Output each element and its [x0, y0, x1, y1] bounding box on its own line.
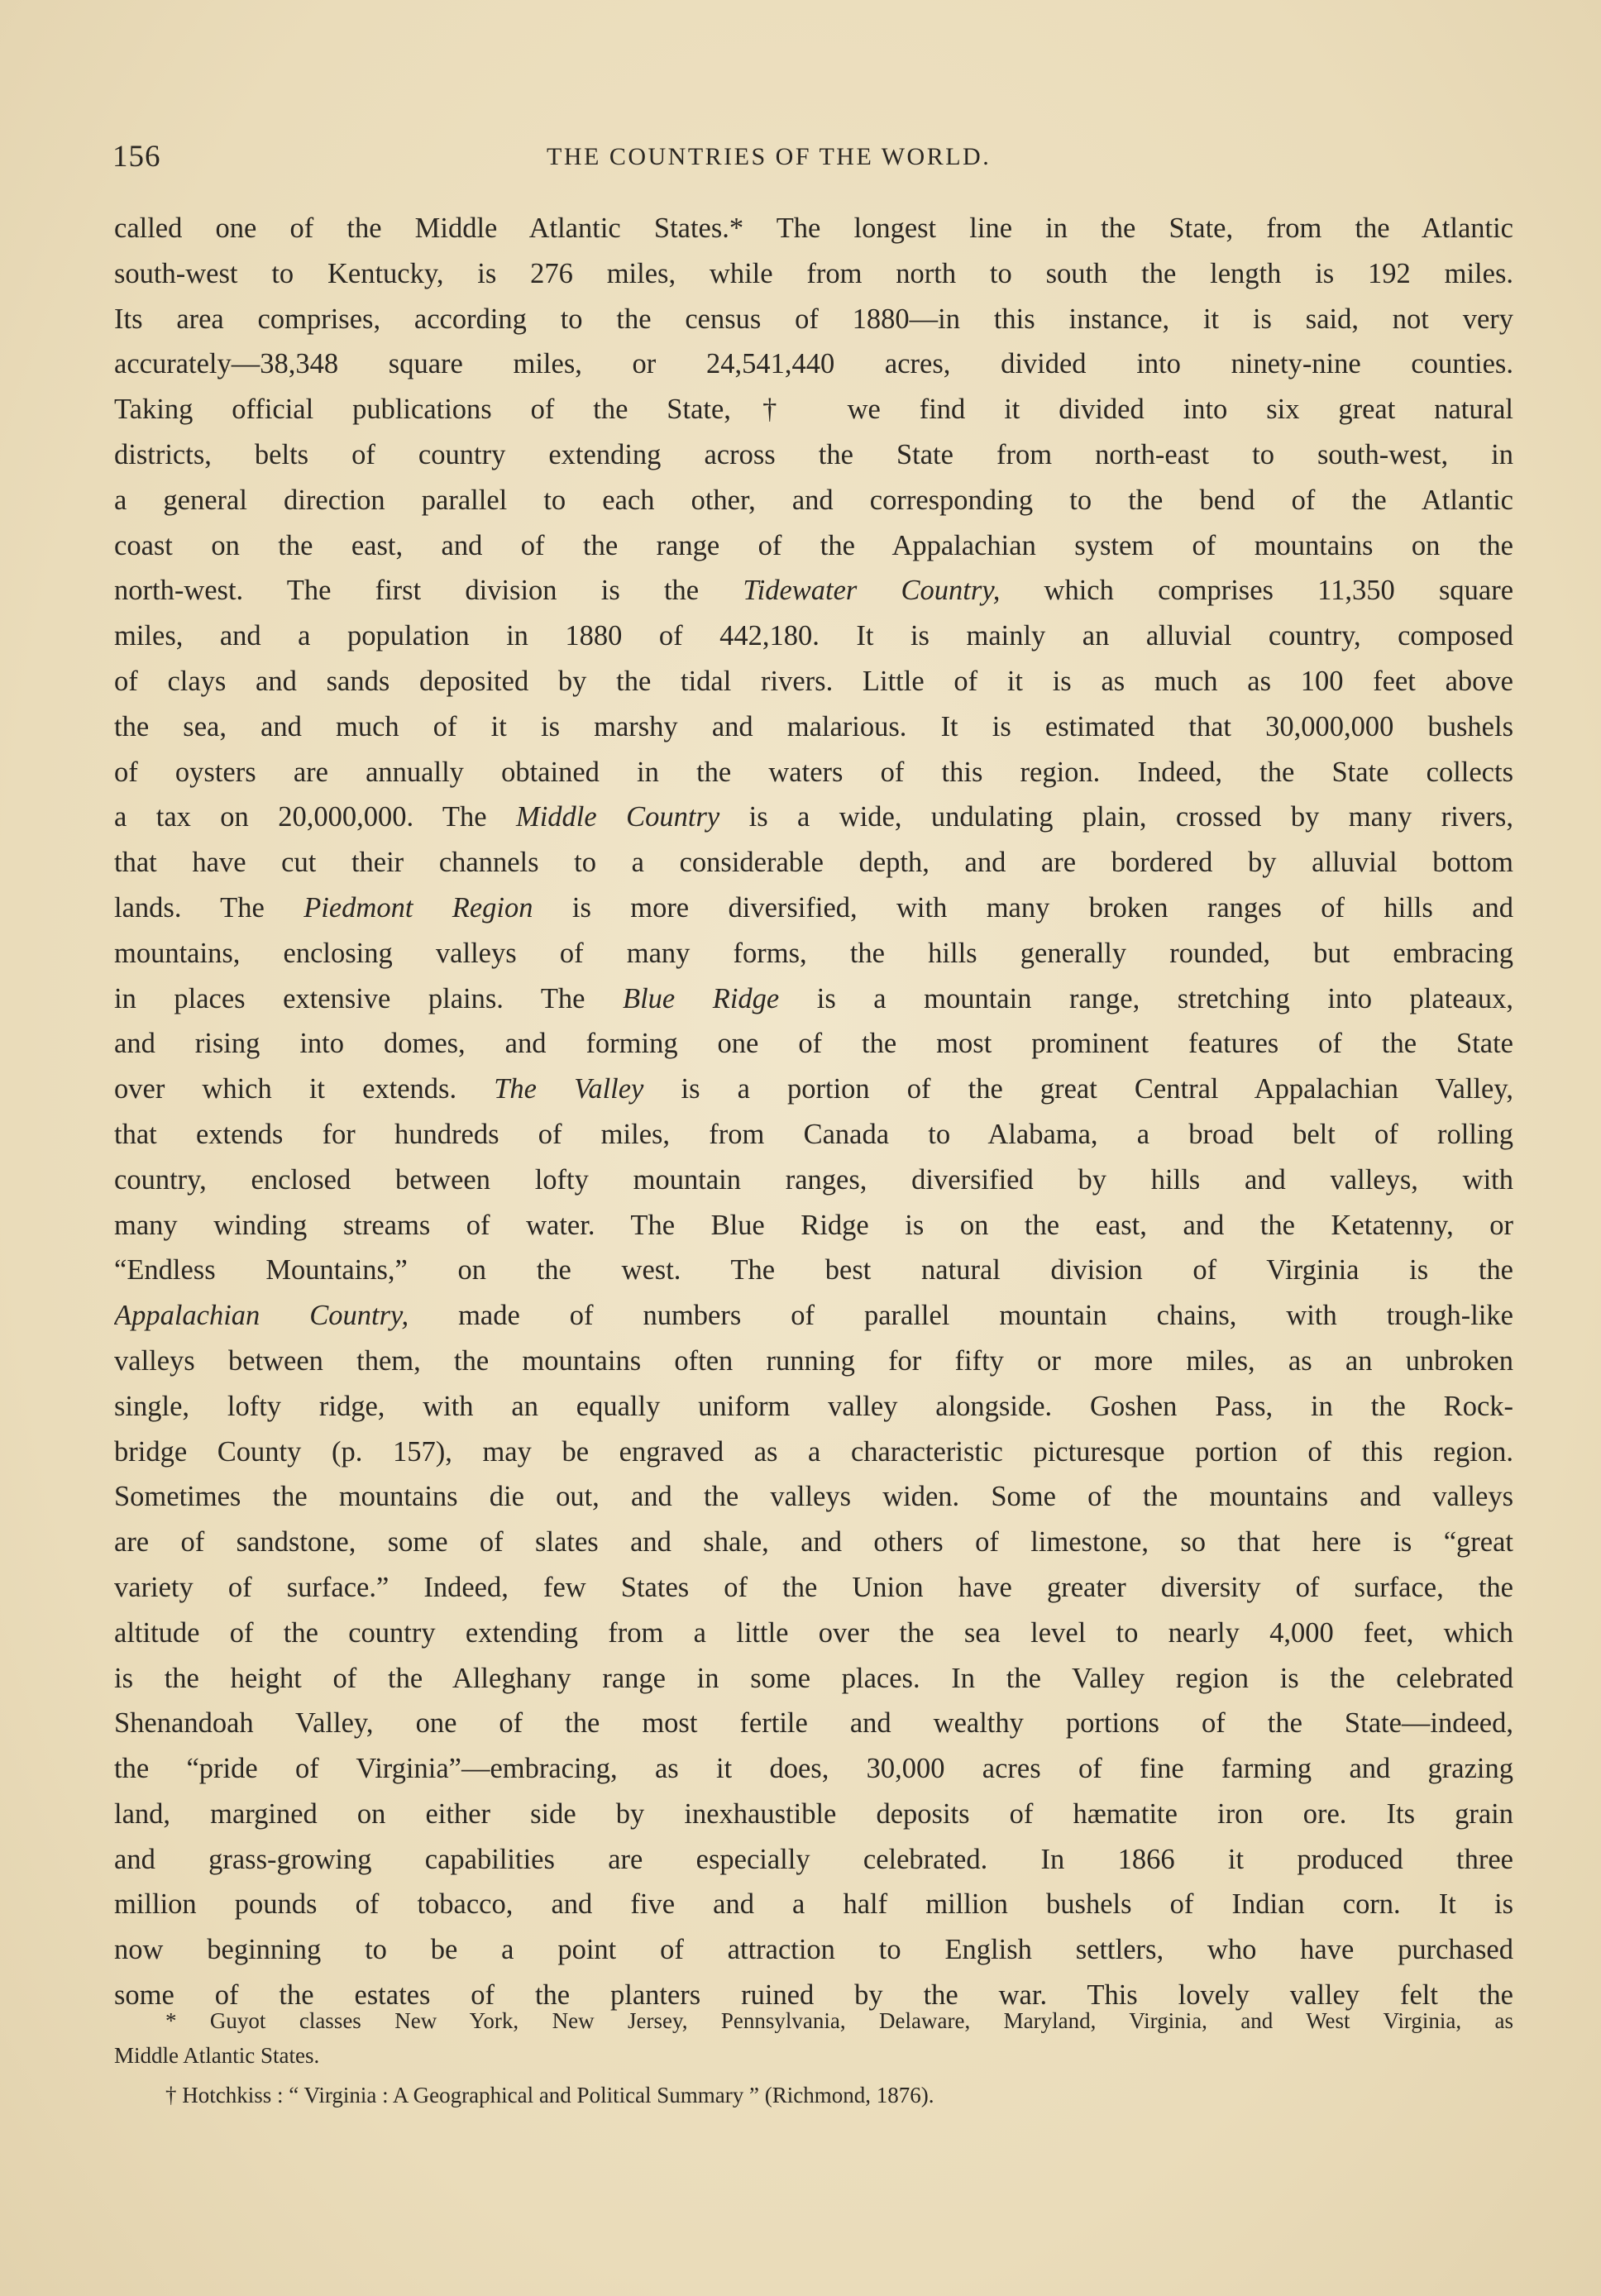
- text-line: south-west to Kentucky, is 276 miles, while from north to south the length is 192 miles.: [114, 257, 1513, 289]
- text-line: Shenandoah Valley, one of the most fertile and wealthy portions of the State—indeed,: [114, 1707, 1513, 1740]
- text-line: mountains, enclosing valleys of many forms, the hills generally rounded, but embracing: [114, 937, 1513, 969]
- italic-term: Piedmont Region: [303, 891, 533, 924]
- italic-term: The Valley: [494, 1073, 644, 1105]
- text-run: is a portion of the great Central Appalachian Valley,: [643, 1073, 1513, 1105]
- text-line: is the height of the Alleghany range in some places. In the Valley region is the celebrated: [114, 1662, 1513, 1694]
- text-line: and grass-growing capabilities are especially celebrated. In 1866 it produced three: [114, 1843, 1513, 1875]
- text-line: [114, 976, 1513, 1022]
- text-run: is a wide, undulating plain, crossed by many rivers,: [719, 801, 1513, 833]
- text-line: the “pride of Virginia”—embracing, as it does, 30,000 acres of fine farming and grazing: [114, 1753, 1513, 1785]
- italic-term: Appalachian Country,: [114, 1300, 409, 1332]
- text-line: accurately—38,348 square miles, or 24,541,440 acres, divided into ninety-nine counties.: [114, 348, 1513, 380]
- text-run: which comprises 11,350 square: [1000, 575, 1513, 607]
- text-line: land, margined on either side by inexhaustible deposits of hæmatite iron ore. Its grain: [114, 1797, 1513, 1830]
- footnotes: [114, 2003, 1513, 2112]
- text-line: country, enclosed between lofty mountain ranges, diversified by hills and valleys, with: [114, 1163, 1513, 1196]
- text-line: [114, 568, 1513, 613]
- text-line: Taking official publications of the State,† we find it divided into six great natural: [114, 394, 1513, 426]
- text-line: some of the estates of the planters ruined by the war. This lovely valley felt the: [114, 1979, 1513, 2012]
- text-run: lands. The: [114, 891, 304, 924]
- text-line: miles, and a population in 1880 of 442,180. It is mainly an alluvial country, composed: [114, 620, 1513, 652]
- text-line: the sea, and much of it is marshy and malarious. It is estimated that 30,000,000 bushels: [114, 710, 1513, 742]
- text-line: [114, 885, 1513, 931]
- text-line: bridge County (p. 157), may be engraved as a characteristic picturesque portion of this region.: [114, 1435, 1513, 1468]
- running-header: [112, 139, 1518, 180]
- text-line: “Endless Mountains,” on the west. The best natural division of Virginia is the: [114, 1254, 1513, 1286]
- text-run: over which it extends.: [114, 1073, 495, 1105]
- text-line: Sometimes the mountains die out, and the valleys widen. Some of the mountains and valleys: [114, 1481, 1513, 1513]
- text-run: in places extensive plains. The: [114, 982, 623, 1014]
- body-text: [114, 206, 1513, 2018]
- text-line: a general direction parallel to each other, and corresponding to the bend of the Atlantic: [114, 484, 1513, 516]
- text-run: north-west. The first division is the: [114, 575, 743, 607]
- text-line: many winding streams of water. The Blue Ridge is on the east, and the Ketatenny, or: [114, 1209, 1513, 1241]
- italic-term: Tidewater Country,: [743, 575, 1001, 607]
- footnote-1-line-2: Middle Atlantic States.: [114, 2043, 320, 2068]
- text-line: that extends for hundreds of miles, from Canada to Alabama, a broad belt of rolling: [114, 1118, 1513, 1150]
- text-line: that have cut their channels to a considerable depth, and are bordered by alluvial bottom: [114, 847, 1513, 879]
- text-run: is more diversified, with many broken ranges of hills and: [533, 891, 1513, 924]
- text-line: altitude of the country extending from a little over the sea level to nearly 4,000 feet, which: [114, 1616, 1513, 1649]
- text-line: Its area comprises, according to the census of 1880—in this instance, it is said, not very: [114, 303, 1513, 335]
- italic-term: Middle Country: [515, 801, 720, 833]
- text-line: districts, belts of country extending across the State from north-east to south-west, in: [114, 438, 1513, 470]
- footnote-1-line-1: * Guyot classes New York, New Jersey, Pennsylvania, Delaware, Maryland, Virginia, and West Virginia, as: [165, 2008, 1513, 2033]
- text-line: variety of surface.” Indeed, few States of the Union have greater diversity of surface, the: [114, 1571, 1513, 1603]
- running-title: THE COUNTRIES OF THE WORLD.: [547, 143, 992, 170]
- text-line: now beginning to be a point of attraction to English settlers, who have purchased: [114, 1934, 1513, 1966]
- text-run: a tax on 20,000,000. The: [114, 801, 516, 833]
- text-run: is a mountain range, stretching into plateaux,: [779, 982, 1513, 1014]
- text-line: and rising into domes, and forming one of the most prominent features of the State: [114, 1028, 1513, 1060]
- footnote-2: † Hotchkiss : “ Virginia : A Geographical and Political Summary ” (Richmond, 1876).: [165, 2083, 934, 2107]
- page-number: 156: [112, 140, 161, 174]
- text-line: called one of the Middle Atlantic States.* The longest line in the State, from the Atlantic: [114, 212, 1513, 244]
- text-run: made of numbers of parallel mountain chains, with trough-like: [409, 1300, 1513, 1332]
- text-line: of oysters are annually obtained in the waters of this region. Indeed, the State collects: [114, 756, 1513, 788]
- text-line: coast on the east, and of the range of the Appalachian system of mountains on the: [114, 529, 1513, 561]
- text-line: [114, 1067, 1513, 1112]
- text-line: [114, 1293, 1513, 1339]
- text-line: of clays and sands deposited by the tidal rivers. Little of it is as much as 100 feet above: [114, 665, 1513, 697]
- text-line: million pounds of tobacco, and five and a half million bushels of Indian corn. It is: [114, 1888, 1513, 1921]
- italic-term: Blue Ridge: [623, 982, 780, 1014]
- text-line: [114, 795, 1513, 840]
- text-line: single, lofty ridge, with an equally uniform valley alongside. Goshen Pass, in the Rock-: [114, 1390, 1513, 1422]
- text-line: valleys between them, the mountains often running for fifty or more miles, as an unbroken: [114, 1344, 1513, 1377]
- text-line: are of sandstone, some of slates and shale, and others of limestone, so that here is “great: [114, 1526, 1513, 1559]
